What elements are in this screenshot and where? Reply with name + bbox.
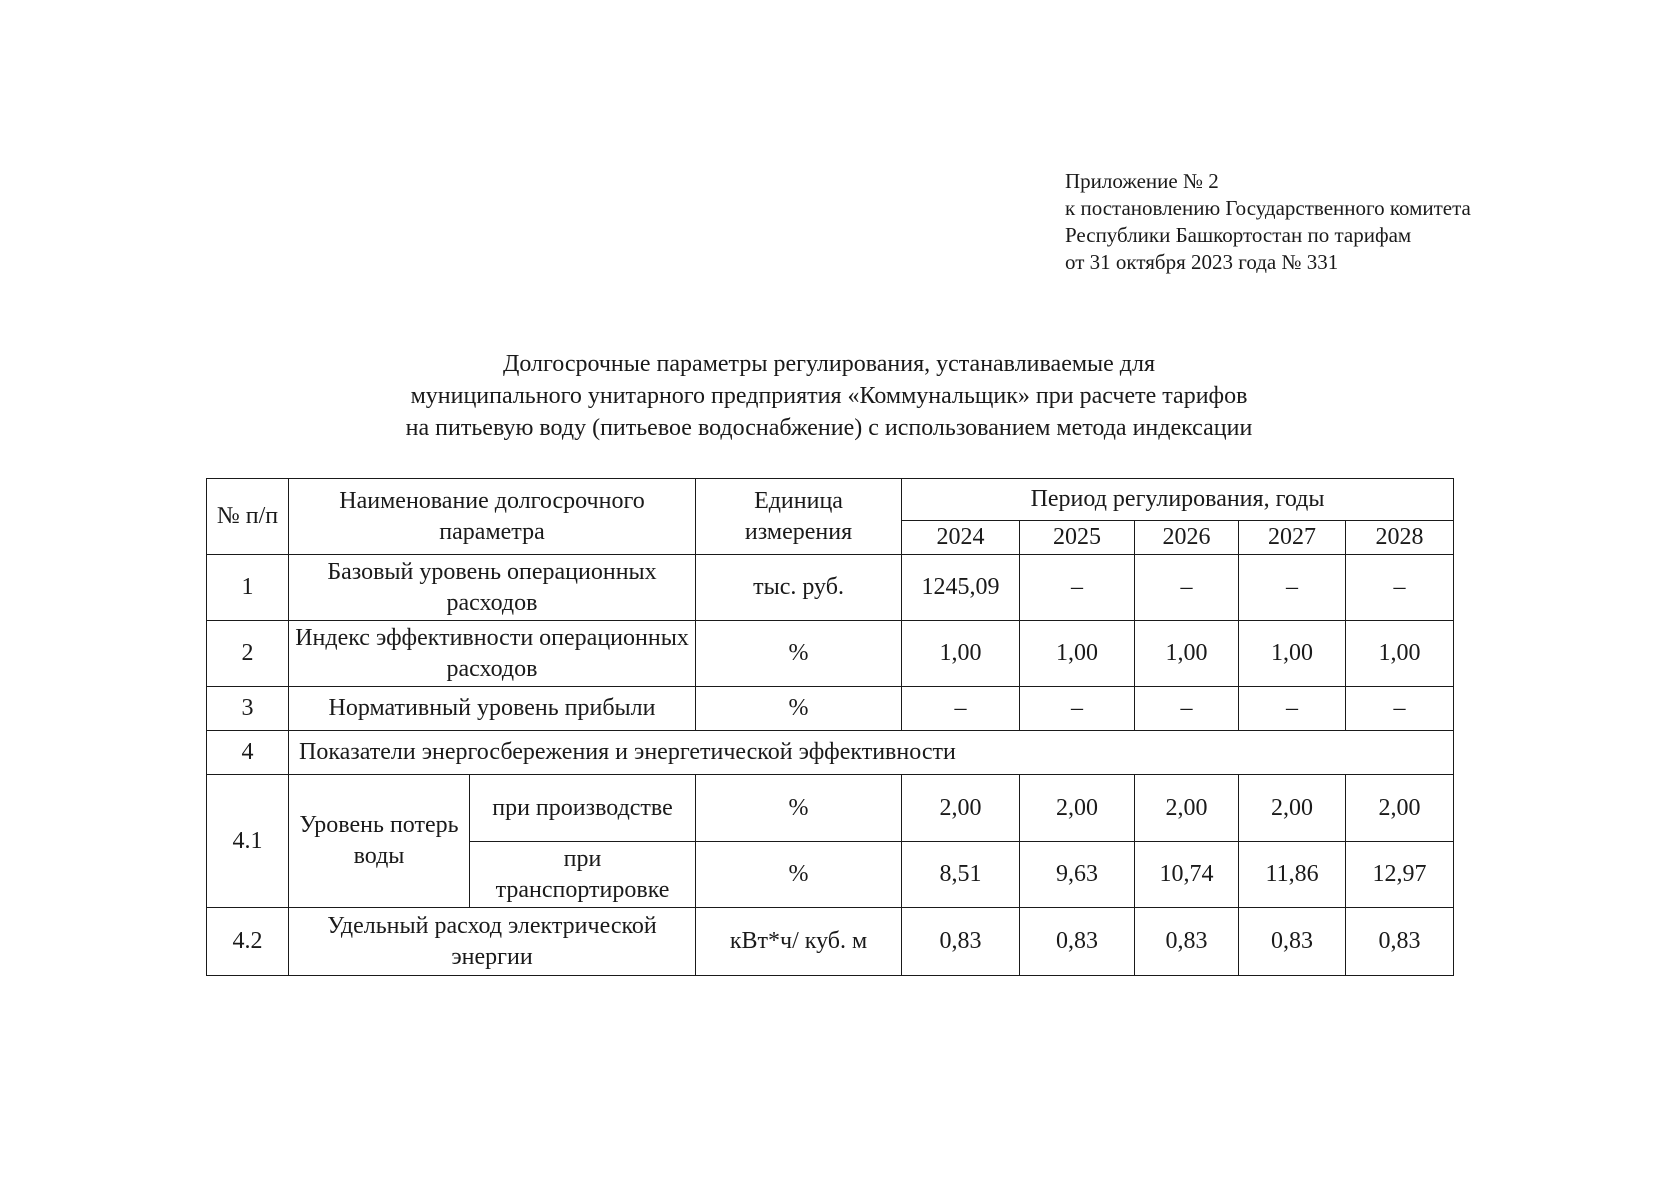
row-num: 4.1 (207, 775, 289, 908)
row-value: 0,83 (1239, 908, 1346, 976)
table-row (207, 731, 1454, 775)
row-value: 2,00 (1020, 775, 1135, 842)
header-year: 2026 (1135, 521, 1239, 555)
header-year: 2025 (1020, 521, 1135, 555)
table-row (207, 775, 1454, 842)
row-value: – (1020, 687, 1135, 731)
header-year: 2024 (902, 521, 1020, 555)
row-name: Удельный расход электрической энергии (289, 908, 696, 976)
header-year: 2027 (1239, 521, 1346, 555)
row-num: 1 (207, 555, 289, 621)
row-num: 3 (207, 687, 289, 731)
table-row (207, 908, 1454, 976)
appendix-line: к постановлению Государственного комитета (1065, 196, 1471, 220)
row-value: – (1239, 555, 1346, 621)
appendix-line: Республики Башкортостан по тарифам (1065, 223, 1412, 247)
row-value: – (1346, 687, 1454, 731)
appendix-line: Приложение № 2 (1065, 169, 1219, 193)
table-row (207, 687, 1454, 731)
row-unit: кВт*ч/ куб. м (696, 908, 902, 976)
row-value: 1,00 (1020, 621, 1135, 687)
row-value: 8,51 (902, 842, 1020, 908)
row-value: 12,97 (1346, 842, 1454, 908)
row-value: – (1020, 555, 1135, 621)
row-name: Уровень потерь воды (289, 775, 470, 908)
row-unit: % (696, 621, 902, 687)
row-value: – (902, 687, 1020, 731)
title-line: на питьевую воду (питьевое водоснабжение) с использованием метода индексации (405, 415, 1253, 441)
row-value: – (1346, 555, 1454, 621)
header-name: Наименование долгосрочного параметра (289, 479, 696, 555)
row-name: Базовый уровень операционных расходов (289, 555, 696, 621)
row-value: 2,00 (1135, 775, 1239, 842)
row-unit: % (696, 775, 902, 842)
table-row (207, 555, 1454, 621)
row-value: 11,86 (1239, 842, 1346, 908)
appendix-line: от 31 октября 2023 года № 331 (1065, 250, 1339, 274)
header-year: 2028 (1346, 521, 1454, 555)
section-heading: Показатели энергосбережения и энергетической эффективности (289, 731, 1454, 775)
row-subname: при производстве (470, 775, 696, 842)
title-line: муниципального унитарного предприятия «Коммунальщик» при расчете тарифов (410, 383, 1248, 409)
row-value: – (1135, 687, 1239, 731)
row-value: 0,83 (902, 908, 1020, 976)
row-num: 2 (207, 621, 289, 687)
row-value: 2,00 (902, 775, 1020, 842)
row-value: 9,63 (1020, 842, 1135, 908)
header-num: № п/п (207, 479, 289, 555)
parameters-table (206, 478, 1454, 976)
row-value: 0,83 (1346, 908, 1454, 976)
header-unit: Единица измерения (696, 479, 902, 555)
row-unit: % (696, 687, 902, 731)
row-value: 1,00 (902, 621, 1020, 687)
appendix-block (1065, 168, 1471, 276)
row-num: 4.2 (207, 908, 289, 976)
header-period: Период регулирования, годы (902, 479, 1454, 521)
row-name: Индекс эффективности операционных расходов (289, 621, 696, 687)
row-value: 0,83 (1020, 908, 1135, 976)
header-row (207, 479, 1454, 521)
row-value: 1,00 (1346, 621, 1454, 687)
row-value: 10,74 (1135, 842, 1239, 908)
row-unit: % (696, 842, 902, 908)
row-name: Нормативный уровень прибыли (289, 687, 696, 731)
table-row (207, 621, 1454, 687)
row-unit: тыс. руб. (696, 555, 902, 621)
row-value: 0,83 (1135, 908, 1239, 976)
row-value: 1245,09 (902, 555, 1020, 621)
row-subname: при транспортировке (470, 842, 696, 908)
row-num: 4 (207, 731, 289, 775)
row-value: 2,00 (1346, 775, 1454, 842)
row-value: 1,00 (1239, 621, 1346, 687)
row-value: 2,00 (1239, 775, 1346, 842)
title-line: Долгосрочные параметры регулирования, устанавливаемые для (502, 351, 1156, 377)
row-value: 1,00 (1135, 621, 1239, 687)
row-value: – (1239, 687, 1346, 731)
row-value: – (1135, 555, 1239, 621)
document-title (0, 348, 1658, 444)
